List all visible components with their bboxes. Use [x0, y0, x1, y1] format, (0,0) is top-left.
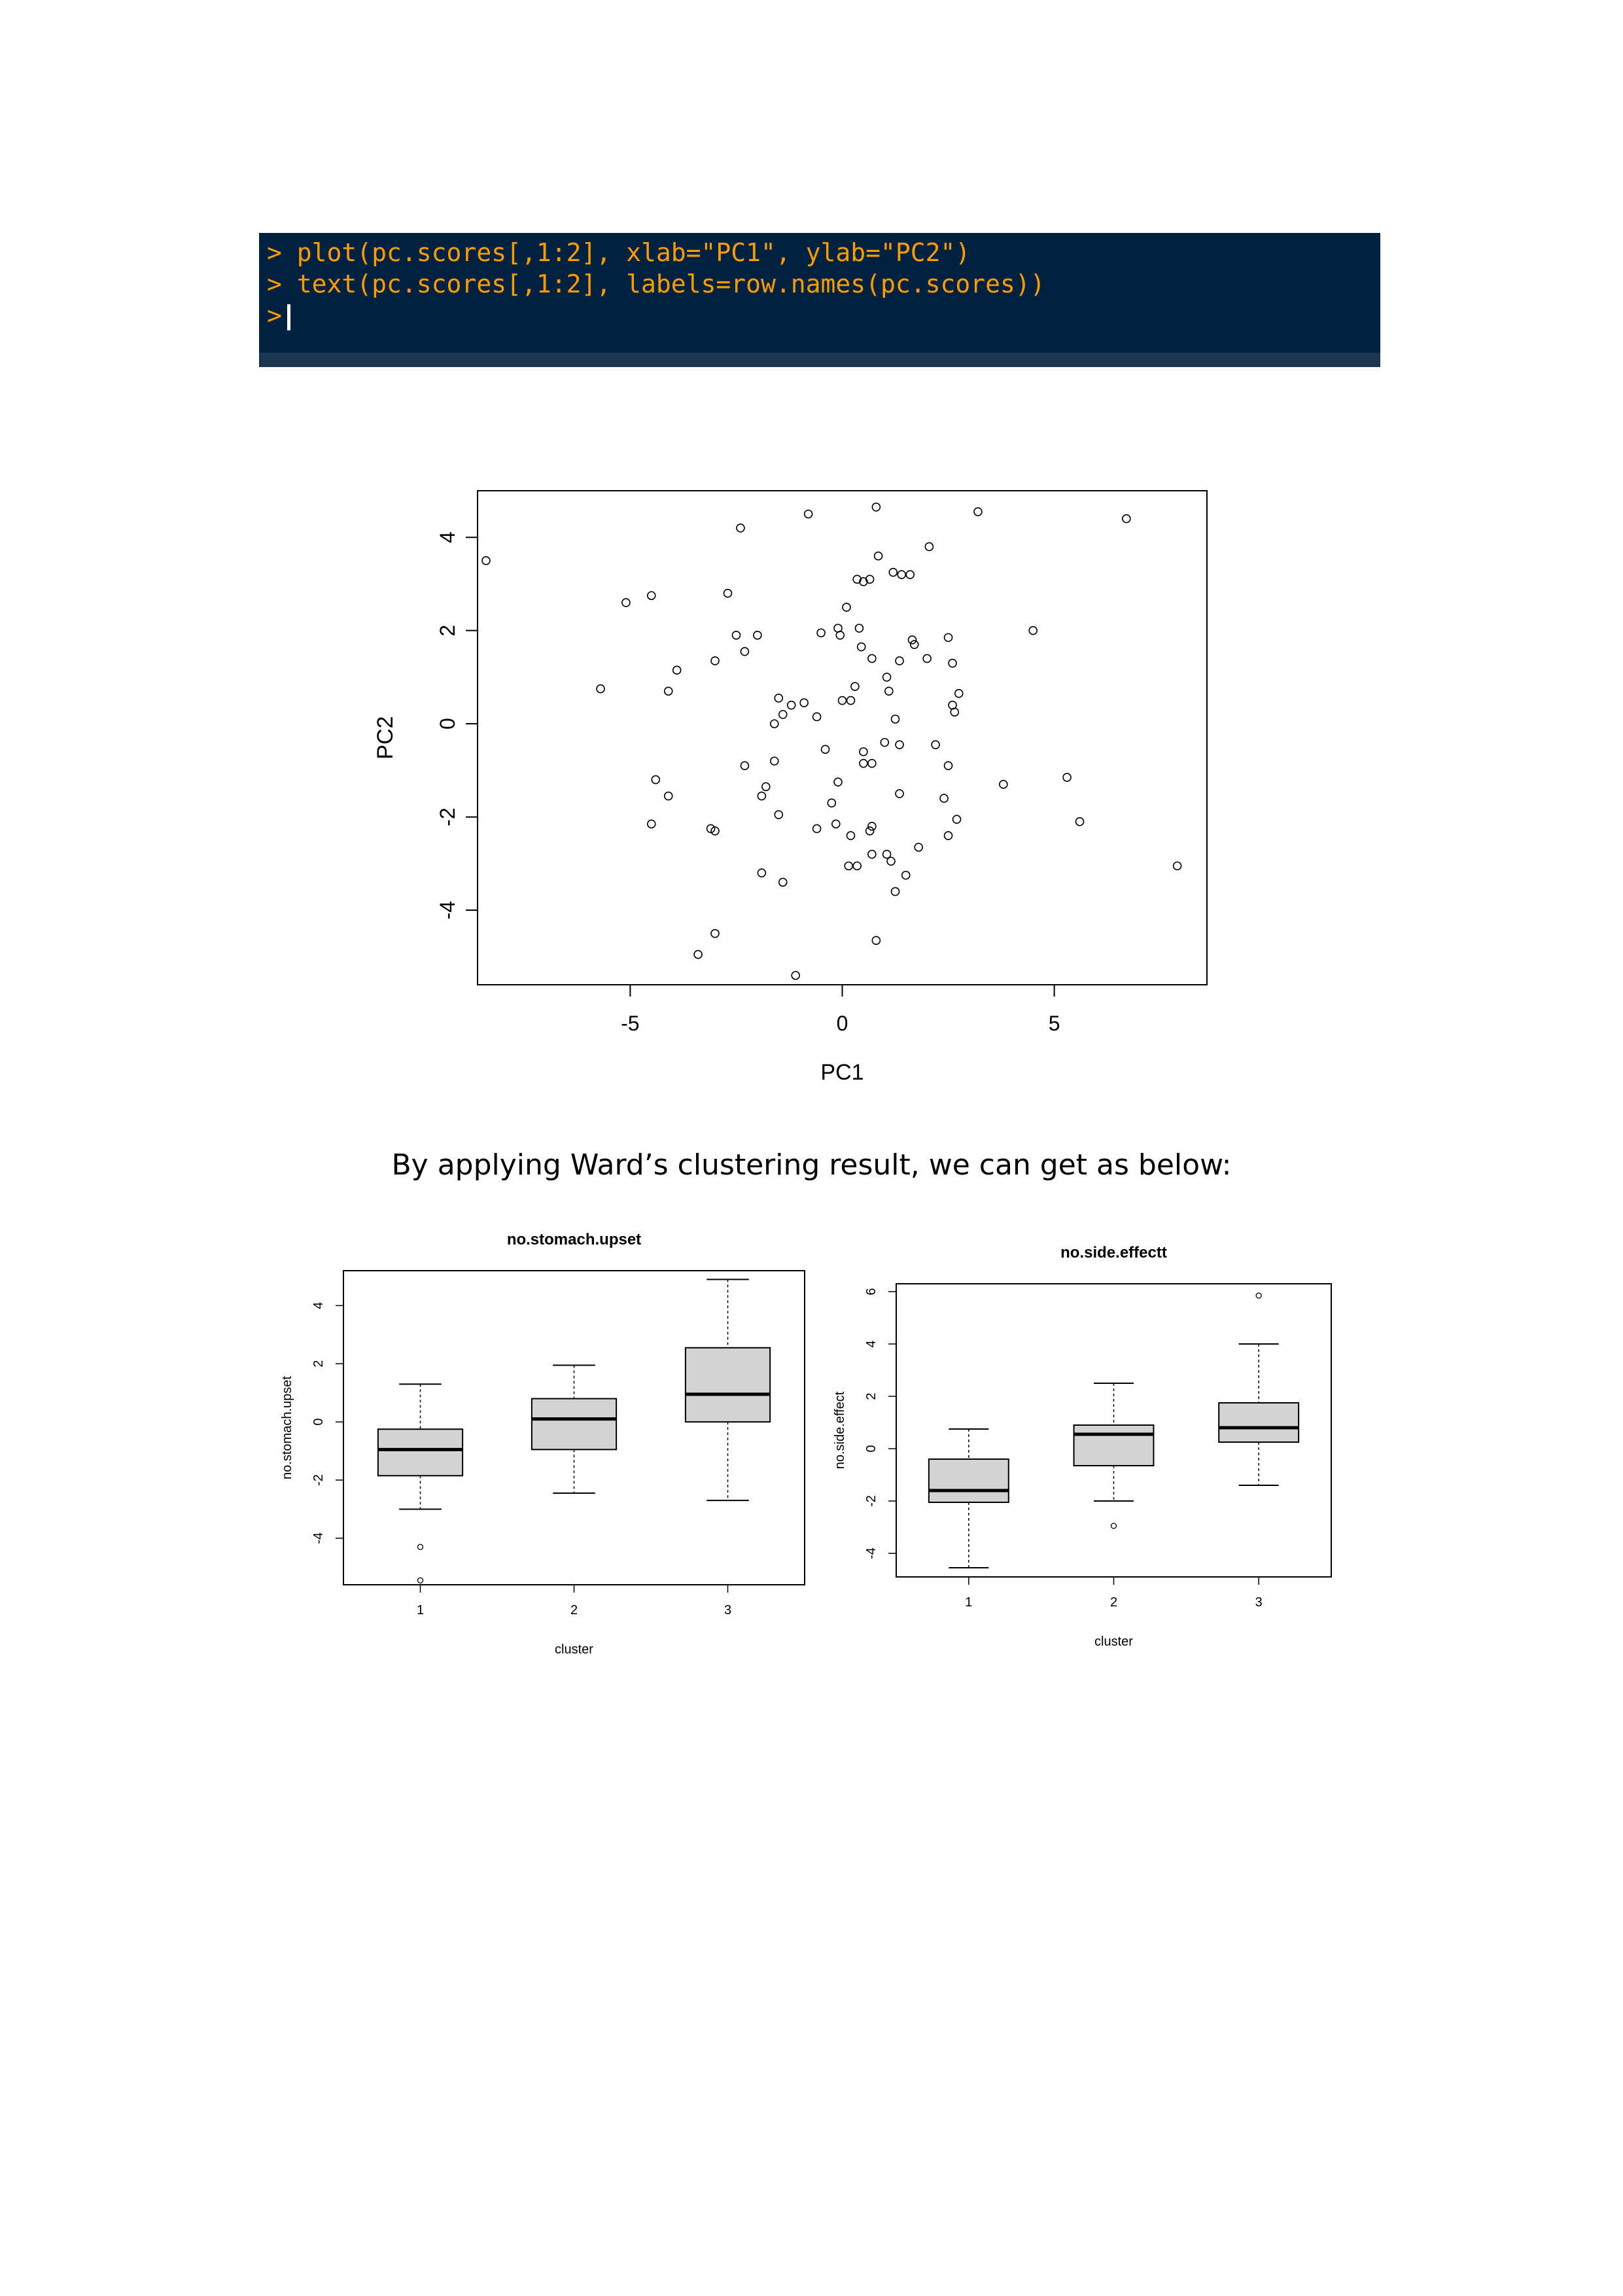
console-line-1: > plot(pc.scores[,1:2], xlab="PC1", ylab="PC2"): [267, 238, 971, 267]
boxplot-side-effect: [831, 1230, 1380, 1655]
scatter-point: [872, 936, 880, 944]
x-tick-label: 1: [416, 1603, 425, 1617]
scatter-point: [1063, 773, 1071, 781]
box-iqr: [1219, 1403, 1299, 1442]
y-tick-label: -4: [864, 1547, 879, 1559]
boxplot-stomach-upset: [268, 1217, 831, 1662]
scatter-point: [775, 811, 782, 819]
box-iqr: [686, 1348, 770, 1422]
scatter-point: [482, 557, 490, 565]
scatter-point: [817, 629, 825, 637]
box-iqr: [378, 1429, 462, 1475]
scatter-point: [855, 624, 863, 632]
scatter-point: [805, 510, 812, 518]
scatter-point: [622, 599, 630, 607]
scatter-point: [911, 641, 918, 648]
r-console-snippet: [259, 233, 1380, 367]
scatter-point: [846, 697, 854, 705]
scatter-point: [872, 503, 880, 511]
scatter-point: [839, 697, 846, 705]
scatter-point: [732, 631, 740, 639]
scatter-point: [711, 930, 719, 938]
scatter-point: [1076, 818, 1084, 826]
scatter-point: [762, 783, 770, 790]
scatter-point: [949, 660, 956, 667]
scatter-point: [822, 745, 829, 753]
scatter-point: [940, 794, 948, 802]
scatter-point: [868, 822, 876, 830]
x-tick-label: 3: [724, 1603, 732, 1617]
x-tick-label: 2: [1109, 1595, 1118, 1610]
scatter-point: [846, 832, 854, 839]
y-tick-label: -2: [864, 1495, 879, 1507]
scatter-point: [724, 590, 731, 597]
scatter-point: [771, 720, 778, 728]
chart-title: no.side.effectt: [1060, 1244, 1167, 1262]
scatter-point: [955, 690, 963, 698]
scatter-point: [875, 552, 882, 560]
console-input-line[interactable]: >: [267, 300, 1045, 331]
scatter-point: [792, 972, 799, 980]
scatter-point: [974, 508, 982, 516]
scatter-point: [868, 760, 876, 768]
y-tick-label: -4: [311, 1532, 326, 1544]
x-tick-label: 1: [965, 1595, 973, 1610]
scatter-point: [898, 571, 905, 578]
scatter-point: [694, 951, 702, 959]
scatter-point: [902, 872, 910, 879]
y-axis-label: no.stomach.upset: [280, 1376, 294, 1479]
y-tick-label: 4: [864, 1340, 879, 1348]
y-tick-label: 2: [436, 624, 459, 637]
x-axis-label: PC1: [820, 1060, 864, 1085]
y-tick-label: 6: [864, 1288, 879, 1296]
y-tick-label: 4: [436, 531, 459, 544]
scatter-point: [779, 711, 787, 718]
scatter-point: [896, 790, 903, 798]
scatter-point: [1029, 627, 1037, 635]
scatter-point: [754, 631, 761, 639]
y-tick-label: 0: [311, 1418, 326, 1426]
x-tick-label: 3: [1255, 1595, 1263, 1610]
box-iqr: [929, 1459, 1009, 1502]
scatter-point: [779, 878, 787, 886]
y-axis-label: PC2: [373, 716, 398, 760]
scatter-point: [851, 682, 859, 690]
scatter-point: [597, 685, 604, 693]
scatter-point: [883, 673, 891, 681]
scatter-point: [673, 666, 681, 674]
scatter-point: [800, 699, 808, 707]
scatter-point: [665, 687, 672, 695]
y-tick-label: -2: [311, 1474, 326, 1486]
scatter-point: [925, 542, 933, 550]
scatter-point: [1000, 781, 1007, 788]
outlier-point: [1111, 1523, 1117, 1528]
scatter-point: [953, 815, 961, 823]
x-tick-label: 0: [836, 1012, 848, 1035]
y-tick-label: -4: [436, 900, 459, 920]
scatter-point: [923, 654, 931, 662]
scatter-point: [828, 799, 835, 807]
y-tick-label: 2: [864, 1392, 879, 1400]
caption-text: By applying Ward’s clustering result, we can get as below:: [391, 1148, 1232, 1182]
y-tick-label: -2: [436, 807, 459, 826]
y-tick-label: 4: [311, 1301, 326, 1309]
console-line-2: > text(pc.scores[,1:2], labels=row.names(pc.scores)): [267, 270, 1045, 298]
scatter-point: [906, 571, 914, 578]
scatter-point: [915, 843, 922, 851]
scatter-point: [945, 762, 952, 769]
x-tick-label: 2: [570, 1603, 578, 1617]
scatter-point: [813, 824, 821, 832]
scatter-point: [885, 687, 893, 695]
pc-scatter-plot: [366, 478, 1243, 1106]
text-caret: [287, 304, 290, 330]
y-tick-label: 0: [864, 1445, 879, 1453]
scatter-point: [711, 657, 719, 665]
scatter-point: [945, 832, 952, 839]
scatter-point: [860, 760, 867, 768]
scatter-point: [771, 757, 778, 765]
scatter-point: [834, 778, 842, 786]
scatter-point: [1174, 862, 1181, 870]
scatter-point: [741, 648, 748, 656]
y-tick-label: 2: [311, 1360, 326, 1368]
scatter-point: [758, 792, 765, 800]
scatter-point: [843, 603, 850, 611]
scatter-point: [868, 654, 876, 662]
scatter-point: [945, 633, 952, 641]
scatter-point: [932, 741, 939, 749]
scatter-point: [896, 657, 903, 665]
scatter-point: [951, 708, 958, 716]
scatter-point: [887, 857, 895, 865]
scatter-point: [832, 820, 840, 828]
scatter-point: [868, 851, 876, 858]
scatter-point: [648, 820, 655, 828]
outlier-point: [418, 1544, 423, 1549]
scatter-point: [652, 776, 659, 784]
scatter-point: [758, 869, 765, 877]
scatter-point: [775, 694, 782, 702]
outlier-point: [1256, 1293, 1261, 1298]
scatter-point: [896, 741, 903, 749]
x-axis-label: cluster: [1094, 1634, 1133, 1649]
scatter-point: [883, 851, 891, 858]
console-scrollbar: [259, 353, 1380, 367]
y-tick-label: 0: [436, 718, 459, 730]
scatter-point: [908, 636, 916, 644]
box-iqr: [532, 1399, 616, 1450]
scatter-point: [860, 748, 867, 756]
plot-frame: [478, 491, 1207, 985]
scatter-point: [853, 862, 861, 870]
scatter-point: [836, 631, 844, 639]
scatter-point: [813, 713, 821, 720]
scatter-point: [892, 888, 899, 896]
scatter-point: [648, 592, 655, 599]
chart-title: no.stomach.upset: [506, 1231, 642, 1248]
box-iqr: [1074, 1425, 1154, 1466]
scatter-point: [665, 792, 672, 800]
scatter-point: [1123, 515, 1130, 523]
x-tick-label: -5: [621, 1012, 640, 1035]
scatter-point: [866, 827, 874, 835]
scatter-point: [858, 643, 865, 651]
x-axis-label: cluster: [555, 1642, 593, 1657]
x-tick-label: 5: [1048, 1012, 1060, 1035]
scatter-point: [881, 739, 888, 747]
outlier-point: [418, 1578, 423, 1583]
scatter-point: [845, 862, 852, 870]
scatter-point: [741, 762, 748, 769]
scatter-point: [889, 569, 897, 576]
scatter-point: [737, 524, 744, 532]
y-axis-label: no.side.effect: [833, 1391, 847, 1470]
scatter-point: [788, 701, 795, 709]
scatter-point: [892, 715, 899, 723]
